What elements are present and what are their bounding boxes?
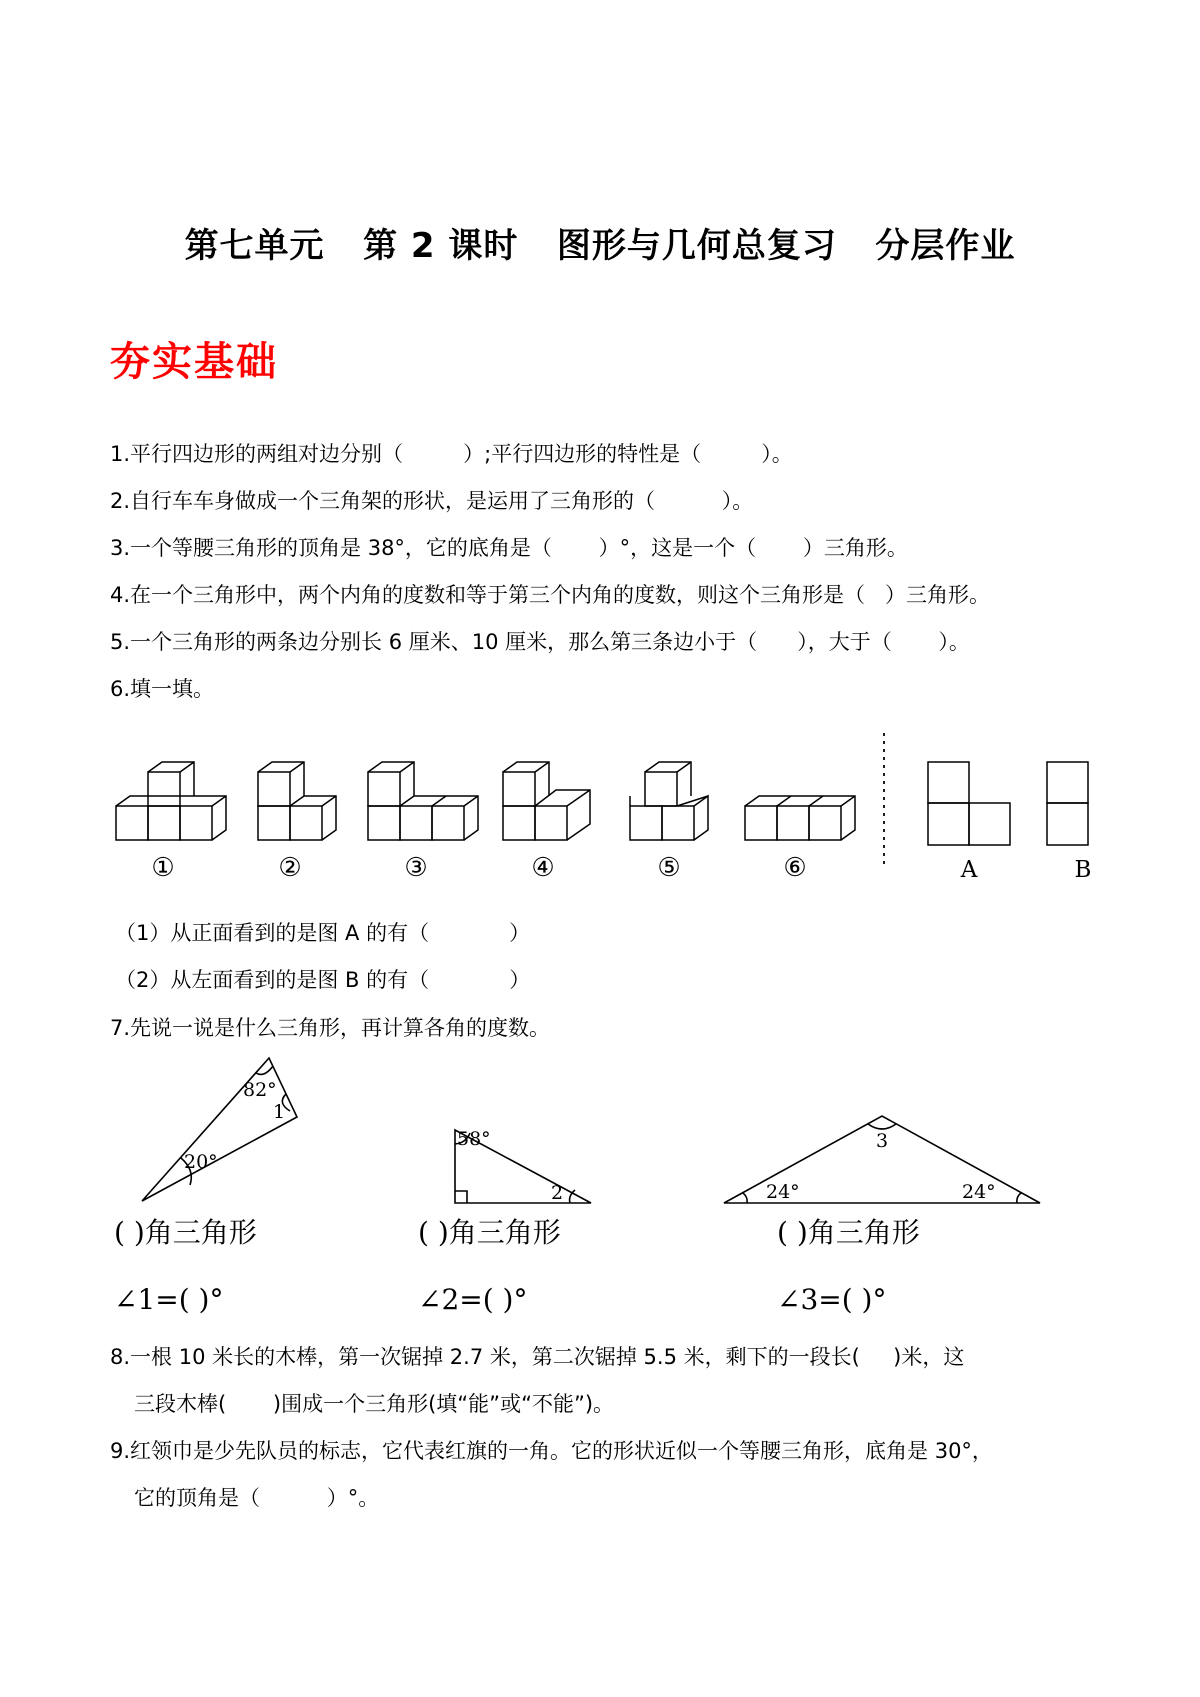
question-9: 9.红领巾是少先队员的标志，它代表红旗的一角。它的形状近似一个等腰三角形，底角是 30°， <box>110 1439 993 1463</box>
t3-angle-right: 24° <box>962 1181 996 1203</box>
view-label-a: A <box>960 857 978 883</box>
t1-caption: ( )角三角形 <box>114 1216 257 1249</box>
t2-answer: ∠2=( )° <box>418 1283 528 1316</box>
solid-label-5: ⑤ <box>657 853 681 883</box>
t1-answer: ∠1=( )° <box>114 1283 224 1316</box>
t3-caption: ( )角三角形 <box>777 1216 920 1249</box>
t1-angle-top: 82° <box>243 1079 277 1101</box>
section-heading: 夯实基础 <box>110 338 278 385</box>
t3-angle-left: 24° <box>766 1181 800 1203</box>
solid-label-4: ④ <box>531 853 555 883</box>
question-8-continued: 三段木棒( )围成一个三角形(填“能”或“不能”)。 <box>134 1392 615 1416</box>
t2-angle-top: 58° <box>457 1128 491 1150</box>
question-7: 7.先说一说是什么三角形，再计算各角的度数。 <box>110 1016 551 1040</box>
question-1: 1.平行四边形的两组对边分别（ ）;平行四边形的特性是（ ）。 <box>110 442 793 466</box>
question-6-1: （1）从正面看到的是图 A 的有（ ） <box>115 921 531 945</box>
question-9-continued: 它的顶角是（ ）°。 <box>134 1486 380 1510</box>
t2-angle-mark: 2 <box>551 1182 564 1204</box>
t3-answer: ∠3=( )° <box>777 1283 887 1316</box>
t2-caption: ( )角三角形 <box>418 1216 561 1249</box>
question-5: 5.一个三角形的两条边分别长 6 厘米、10 厘米，那么第三条边小于（ ），大于（ ）。 <box>110 630 970 654</box>
question-6-2: （2）从左面看到的是图 B 的有（ ） <box>115 968 531 992</box>
view-label-b: B <box>1074 857 1092 883</box>
question-2: 2.自行车车身做成一个三角架的形状，是运用了三角形的（ ）。 <box>110 489 754 513</box>
solid-label-2: ② <box>278 853 302 883</box>
t1-angle-mark: 1 <box>273 1101 286 1123</box>
question-6: 6.填一填。 <box>110 677 215 701</box>
t3-angle-top: 3 <box>876 1130 889 1152</box>
question-4: 4.在一个三角形中，两个内角的度数和等于第三个内角的度数，则这个三角形是（ ）三角形。 <box>110 583 991 607</box>
question-3: 3.一个等腰三角形的顶角是 38°，它的底角是（ ）°，这是一个（ ）三角形。 <box>110 536 908 560</box>
solid-label-1: ① <box>151 853 175 883</box>
page-title: 第七单元 第 2 课时 图形与几何总复习 分层作业 <box>184 226 1016 266</box>
t1-angle-left: 20° <box>184 1151 218 1173</box>
solid-label-6: ⑥ <box>783 853 807 883</box>
solid-label-3: ③ <box>404 853 428 883</box>
question-8: 8.一根 10 米长的木棒，第一次锯掉 2.7 米，第二次锯掉 5.5 米，剩下的一段长( )米，这 <box>110 1345 965 1369</box>
